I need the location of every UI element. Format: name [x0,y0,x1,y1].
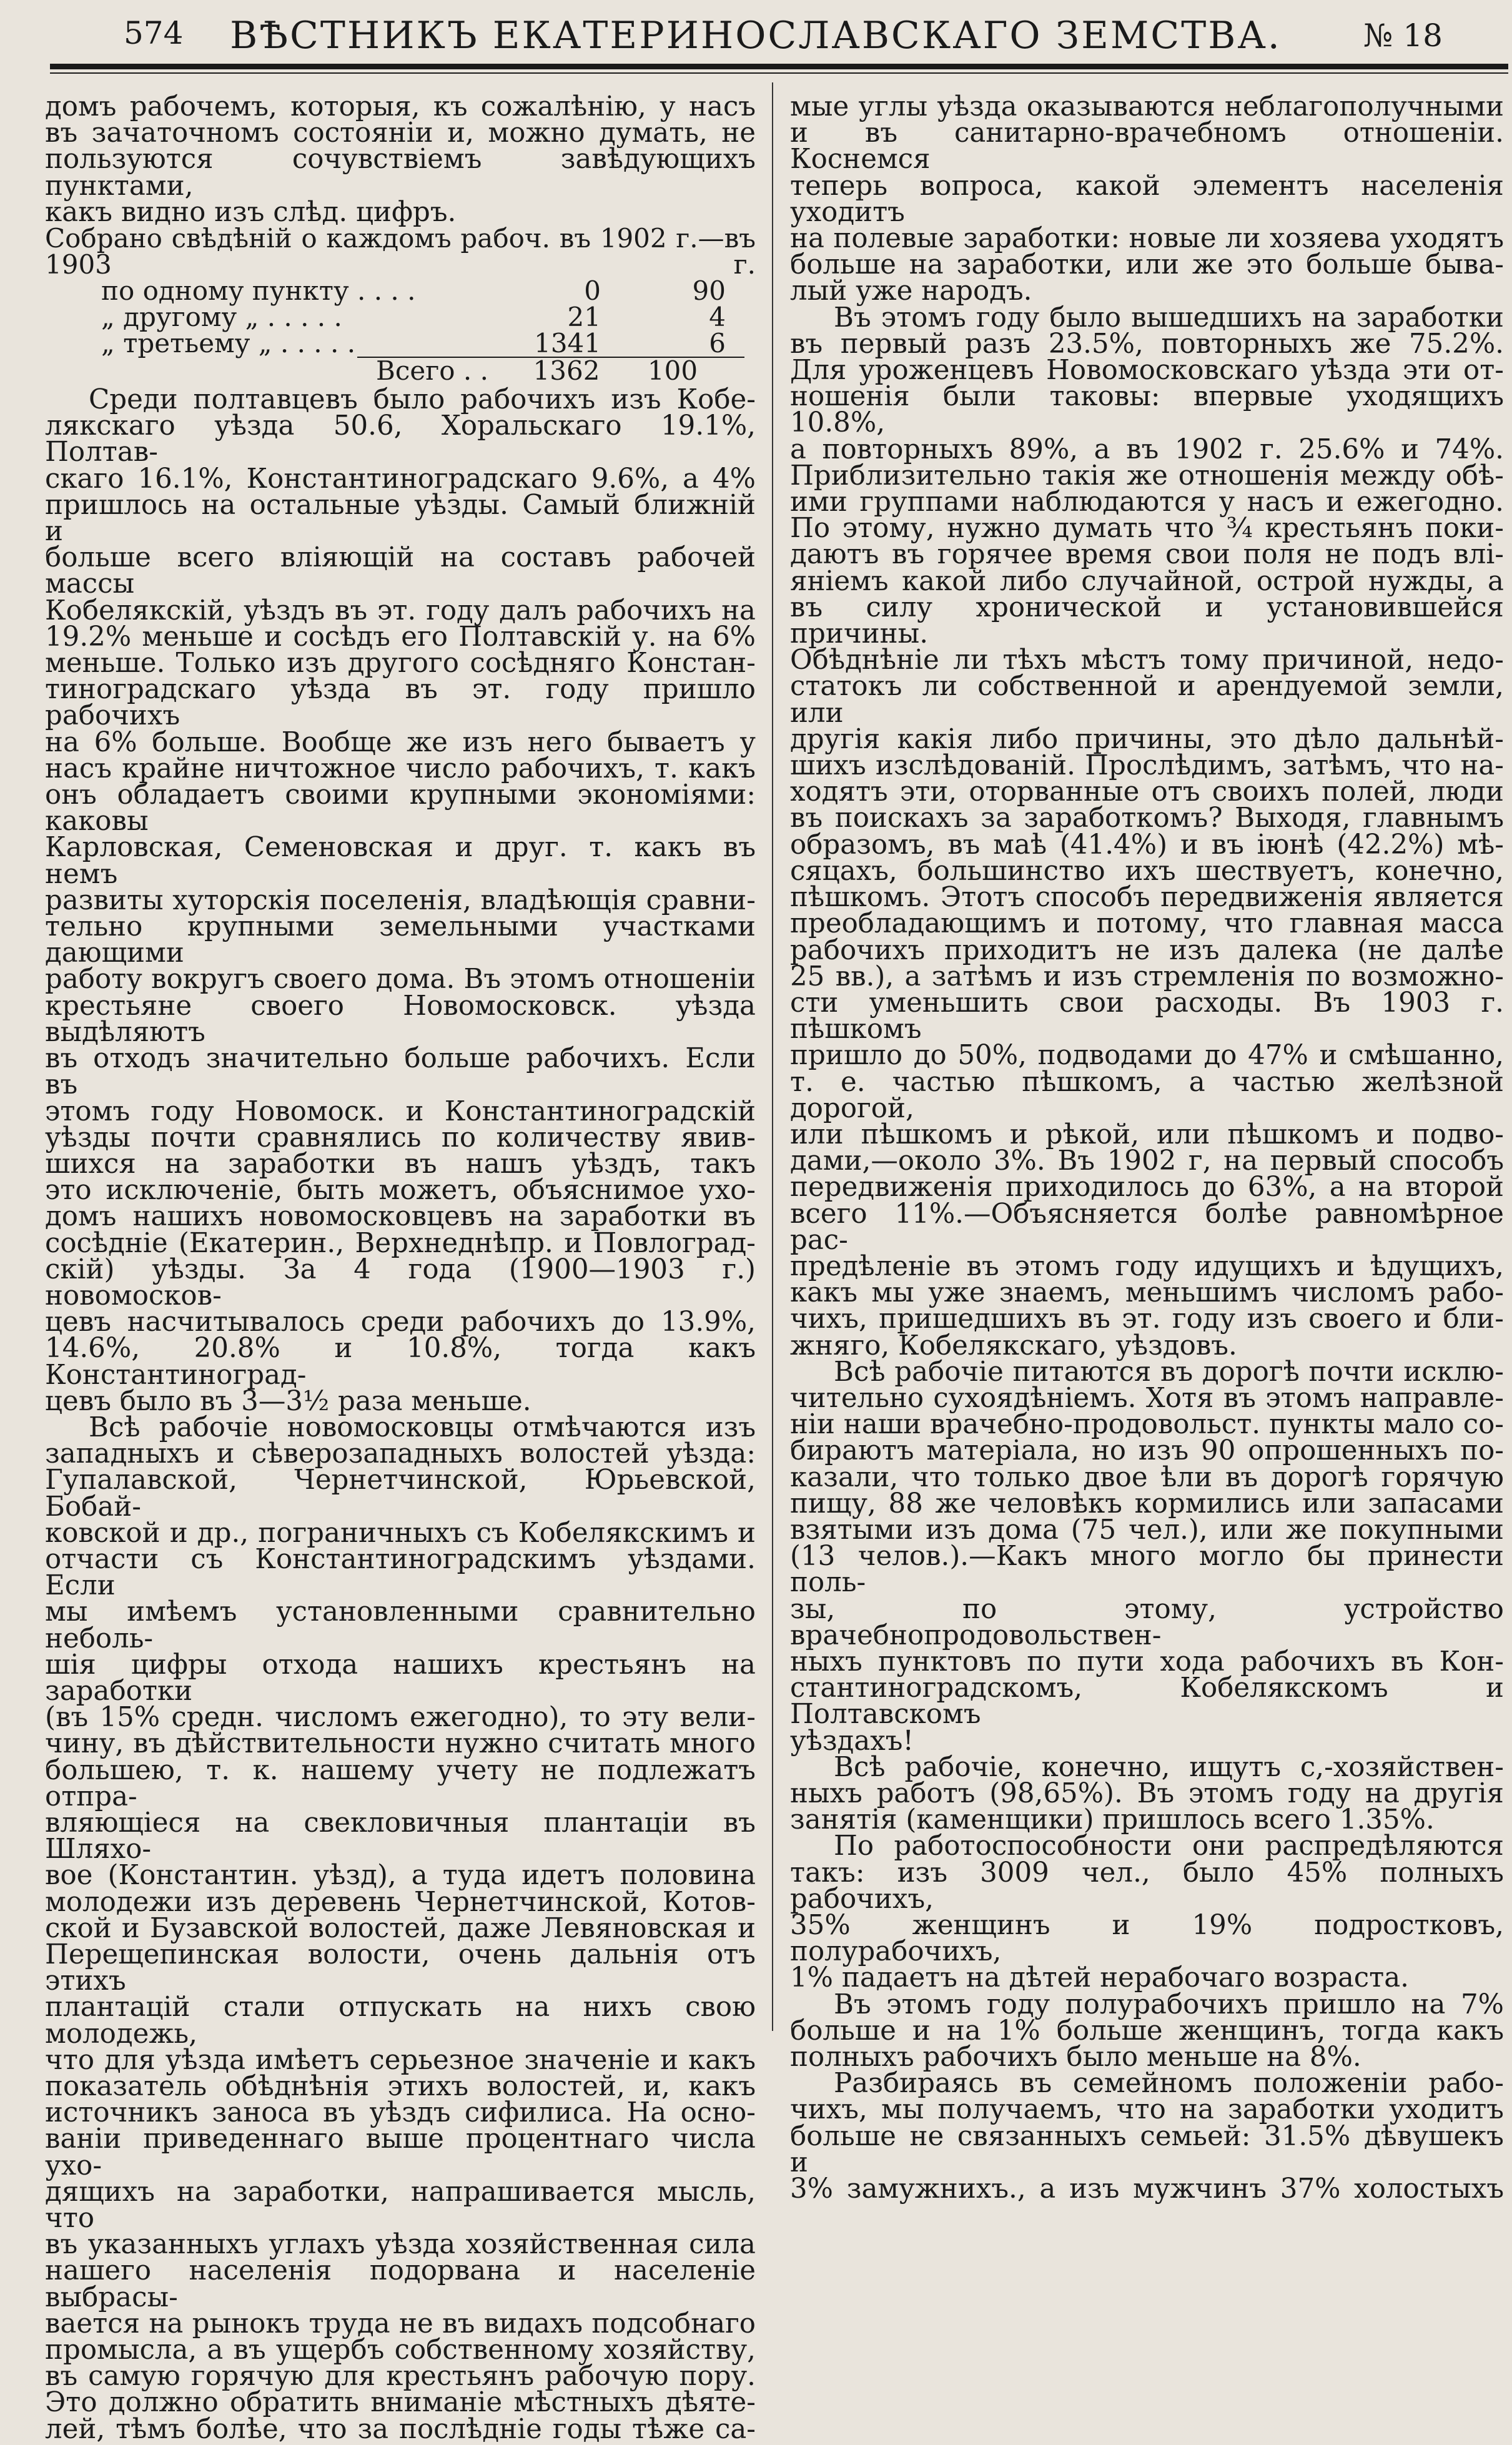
text-line: Всѣ рабочіе, конечно, ищутъ с,-хозяйствен- [834,1751,1504,1783]
stats-table-header: Собрано свѣдѣній о каждомъ рабоч. въ 1902 г.—въ 1903 г. [45,223,756,280]
text-line: рабочихъ приходитъ не изъ далека (не далѣе [790,934,1504,966]
text-line: сти уменьшить свои расходы. Въ 1903 г. пѣшкомъ [790,987,1504,1045]
stats-row-label: „ третьему „ . . . . . [101,328,356,359]
page-number: 574 [124,15,184,51]
text-line: отчасти съ Константиноградскимъ уѣздами. Если [45,1543,756,1602]
text-line: другія какія либо причины, это дѣло дальнѣй- [790,723,1504,755]
text-line: полныхъ рабочихъ было меньше на 8%. [790,2042,1361,2073]
text-line: Разбираясь въ семейномъ положеніи рабо- [834,2068,1504,2100]
text-line: Перещепинская волости, очень дальнія отъ этихъ [45,1939,756,1997]
text-line: Карловская, Семеновская и друг. т. какъ въ немъ [45,832,756,890]
text-line: бираютъ матеріала, но изъ 90 опрошенныхъ по- [790,1435,1504,1467]
page-header [50,14,1461,69]
text-line: ими группами наблюдаются у насъ и ежегодно. [790,487,1504,518]
text-line: шихся на заработки въ нашъ уѣздъ, такъ [45,1148,756,1180]
text-line: предѣленіе въ этомъ году идущихъ и ѣдущихъ, [790,1250,1504,1282]
text-line: По этому, нужно думать что ¾ крестьянъ поки- [790,513,1504,545]
text-line: 14.6%, 20.8% и 10.8%, тогда какъ Константиноград- [45,1333,756,1391]
header-rule-thin [50,72,1508,74]
text-line: шія цифры отхода нашихъ крестьянъ на заработки [45,1649,756,1707]
text-line: лей, тѣмъ болѣе, что за послѣдніе годы тѣже са- [45,2413,756,2445]
text-line: въ поискахъ за заработкомъ? Выходя, главнымъ [790,803,1504,834]
right-paragraph-7 [790,2068,1504,2205]
text-line: дами,—около 3%. Въ 1902 г, на первый способъ [790,1145,1504,1177]
text-line: статокъ ли собственной и арендуемой земли, или [790,671,1504,729]
text-line: вляющіеся на свекловичныя плантаціи въ Шляхо- [45,1807,756,1865]
text-line: пришлось на остальные уѣзды. Самый ближній и [45,489,756,548]
stats-row [45,330,756,357]
text-line: въ отходъ значительно больше рабочихъ. Если въ [45,1043,756,1101]
right-column [790,91,1504,2205]
left-paragraph-2 [45,1411,756,2445]
text-line: большею, т. к. нашему учету не подлежатъ отпра- [45,1754,756,1812]
text-line: ніи наши врачебно-продовольст. пункты мало со- [790,1409,1504,1441]
text-line: ской и Бузавской волостей, даже Левяновская и [45,1912,756,1944]
text-line: Приблизительно такія же отношенія между обѣ- [790,460,1504,491]
text-line: мы имѣемъ установленными сравнительно неболь- [45,1596,756,1654]
text-line: 25 вв.), а затѣмъ и изъ стремленія по возможно- [790,961,1504,992]
text-line: чихъ, пришедшихъ въ эт. году изъ своего и бли- [790,1303,1504,1335]
text-line: преобладающимъ и потому, что главная масса [790,908,1504,940]
text-line: меньше. Только изъ другого сосѣдняго Констан- [45,648,756,679]
text-line: что для уѣзда имѣетъ серьезное значеніе и какъ [45,2044,756,2076]
text-line: Кобелякскій, уѣздъ въ эт. году далъ рабочихъ на [45,595,756,626]
text-line: какъ мы уже знаемъ, меньшимъ числомъ рабо- [790,1277,1504,1309]
text-line: шихъ изслѣдованій. Прослѣдимъ, затѣмъ, что на- [790,750,1504,782]
text-line: лый уже народъ. [790,275,1032,307]
text-line: цевъ было въ 3—3½ раза меньше. [45,1385,531,1417]
text-line: въ силу хронической и установившейся причины. [790,591,1504,650]
text-line: Обѣднѣніе ли тѣхъ мѣстъ тому причиной, недо- [790,645,1504,676]
text-line: больше не связанныхъ семьей: 31.5% дѣвушекъ и [790,2120,1504,2178]
column-divider [772,82,773,2031]
text-line: чительно сухоядѣніемъ. Хотя въ этомъ направле- [790,1382,1504,1414]
stats-value-1902: 1341 [534,328,601,359]
text-line: пользуются сочувствіемъ завѣдующихъ пунктами, [45,144,756,202]
text-line: больше и на 1% больше женщинъ, тогда какъ [790,2015,1504,2047]
stats-value-1903: 4 [709,302,726,333]
text-line: такъ: изъ 3009 чел., было 45% полныхъ рабочихъ, [790,1857,1504,1915]
text-line: скаго 16.1%, Константиноградскаго 9.6%, а 4% [45,463,756,495]
text-line: больше на заработки, или же это больше быва- [790,249,1504,281]
right-paragraph-4 [790,1751,1504,1836]
stats-value-1903: 6 [709,328,726,359]
text-line: или пѣшкомъ и рѣкой, или пѣшкомъ и подво- [790,1119,1504,1150]
text-line: 19.2% меньше и сосѣдъ его Полтавскій у. на 6% [45,621,756,653]
text-line: ковской и др., пограничныхъ съ Кобелякскимъ и [45,1517,756,1549]
text-line: дящихъ на заработки, напрашивается мысль, что [45,2176,756,2235]
right-paragraph-5 [790,1830,1504,1994]
stats-total-label: Всего . . [376,355,488,387]
text-line: уѣзды почти сравнялись по количеству явив- [45,1122,756,1153]
text-line: работу вокругъ своего дома. Въ этомъ отношеніи [45,964,756,995]
text-line: крестьяне своего Новомосковск. уѣзда выдѣляютъ [45,990,756,1048]
text-line: всего 11%.—Объясняется болѣе равномѣрное рас- [790,1198,1504,1256]
stats-total-1903: 100 [647,355,698,387]
text-line: а повторныхъ 89%, а въ 1902 г. 25.6% и 74%. [790,433,1504,465]
text-line: этомъ году Новомоск. и Константиноградскій [45,1095,756,1127]
right-paragraph-3 [790,1356,1504,1757]
stats-value-1902: 21 [567,302,601,333]
text-line: 3% замужнихъ., а изъ мужчинъ 37% холостыхъ [790,2173,1504,2205]
text-line: зы, по этому, устройство врачебнопродовольствен- [790,1593,1504,1651]
text-line: По работоспособности они распредѣляются [834,1830,1504,1862]
stats-value-1902: 0 [584,275,601,307]
text-line: вое (Константин. уѣзд), а туда идетъ половина [45,1860,756,1892]
stats-table [45,225,756,387]
right-paragraph-1 [790,91,1504,307]
text-line: насъ крайне ничтожное число рабочихъ, т. какъ [45,753,756,784]
stats-value-1903: 90 [692,275,726,307]
text-line: 35% женщинъ и 19% подростковъ, полурабочихъ, [790,1910,1504,1968]
text-line: Всѣ рабочіе новомосковцы отмѣчаются изъ [89,1411,756,1443]
text-line: Въ этомъ году полурабочихъ пришло на 7% [834,1988,1504,2020]
text-line: сяцахъ, большинство ихъ шествуетъ, конечно, [790,855,1504,887]
text-line: въ самую горячую для крестьянъ рабочую пору. [45,2361,756,2393]
text-line: (13 челов.).—Какъ много могло бы принести поль- [790,1541,1504,1599]
text-line: вается на рынокъ труда не въ видахъ подсобнаго [45,2308,756,2339]
left-column [45,91,756,2445]
text-line: развиты хуторскія поселенія, владѣющія сравни- [45,884,756,916]
text-line: уѣздахъ! [790,1725,914,1757]
stats-total-row [357,357,744,387]
text-line: чину, въ дѣйствительности нужно считать много [45,1728,756,1760]
text-line: ныхъ пунктовъ по пути хода рабочихъ въ Кон- [790,1646,1504,1677]
text-line: это исключеніе, быть можетъ, объяснимое ухо- [45,1175,756,1207]
stats-row [45,302,756,333]
text-line: жняго, Кобелякскаго, уѣздовъ. [790,1330,1237,1361]
text-line: т. е. частью пѣшкомъ, а частью желѣзной дорогой, [790,1066,1504,1124]
text-line: яніемъ какой либо случайной, острой нужды, а [790,565,1504,597]
text-line: въ указанныхъ углахъ уѣзда хозяйственная сила [45,2229,756,2261]
text-line: 1% падаетъ на дѣтей нерабочаго возраста. [790,1962,1409,1994]
text-line: теперь вопроса, какой элементъ населенія уходитъ [790,170,1504,228]
stats-total-1902: 1362 [533,355,600,387]
text-line: казали, что только двое ѣли въ дорогѣ горячую [790,1461,1504,1493]
stats-row-label: „ другому „ . . . . . [101,302,342,333]
text-line: пищу, 88 же человѣкъ кормились или запасами [790,1488,1504,1519]
text-line: Въ этомъ году было вышедшихъ на заработки [834,302,1504,333]
left-paragraph-intro [45,91,756,228]
text-line: западныхъ и сѣверозападныхъ волостей уѣзда: [45,1438,756,1470]
text-line: Это должно обратить вниманіе мѣстныхъ дѣяте- [45,2387,756,2419]
text-line: промысла, а въ ущербъ собственному хозяйству, [45,2334,756,2366]
text-line: плантацій стали отпускать на нихъ свою молодежь, [45,1992,756,2050]
text-line: больше всего вліяющій на составъ рабочей массы [45,542,756,600]
text-line: какъ видно изъ слѣд. цифръ. [45,196,457,228]
text-line: показатель обѣднѣнія этихъ волостей, и, какъ [45,2071,756,2103]
text-line: источникъ заноса въ уѣздъ сифилиса. На осно- [45,2097,756,2129]
text-line: на полевые заработки: новые ли хозяева уходятъ [790,223,1504,255]
text-line: и въ санитарно-врачебномъ отношеніи. Коснемся [790,117,1504,175]
left-paragraph-1 [45,384,756,1417]
text-line: взятыми изъ дома (75 чел.), или же покупными [790,1514,1504,1546]
text-line: передвиженія приходилось до 63%, а на второй [790,1172,1504,1203]
text-line: (въ 15% средн. числомъ ежегодно), то эту вели- [45,1702,756,1734]
text-line: молодежи изъ деревень Чернетчинской, Котов- [45,1886,756,1918]
text-line: мые углы уѣзда оказываются неблагополучными [790,91,1504,122]
text-line: стантиноградскомъ, Кобелякскомъ и Полтавскомъ [790,1672,1504,1731]
stats-row [45,275,756,307]
text-line: лякскаго уѣзда 50.6, Хоральскаго 19.1%, Полтав- [45,410,756,468]
text-line: Гупалавской, Чернетчинской, Юрьевской, Бобай- [45,1465,756,1523]
header-rule-thick [50,64,1508,69]
right-paragraph-6 [790,1988,1504,2073]
text-line: ваніи приведеннаго выше процентнаго числа ухо- [45,2123,756,2181]
text-line: нашего населенія подорвана и населеніе выбрасы- [45,2255,756,2313]
text-line: домъ рабочемъ, которыя, къ сожалѣнію, у насъ [45,91,756,122]
text-line: пришло до 50%, подводами до 47% и смѣшанно, [790,1040,1504,1072]
text-line: сосѣдніе (Екатерин., Верхнеднѣпр. и Повлоград- [45,1227,756,1259]
text-line: даютъ въ горячее время свои поля не подъ влі- [790,539,1504,571]
right-paragraph-2 [790,302,1504,1361]
text-line: скій) уѣзды. За 4 года (1900—1903 г.) новомосков- [45,1253,756,1311]
text-line: тиноградскаго уѣзда въ эт. году пришло рабочихъ [45,674,756,732]
stats-row-label: по одному пункту . . . . [101,275,416,307]
text-line: Для уроженцевъ Новомосковскаго уѣзда эти от- [790,355,1504,387]
text-line: цевъ насчитывалось среди рабочихъ до 13.9%, [45,1306,756,1338]
text-line: онъ обладаетъ своими крупными экономіями: каковы [45,779,756,837]
text-line: образомъ, въ маѣ (41.4%) и въ іюнѣ (42.2%) мѣ- [790,829,1504,861]
journal-title: ВѢСТНИКЪ ЕКАТЕРИНОСЛАВСКАГО ЗЕМСТВА. [230,14,1282,57]
text-line: тельно крупными земельными участками дающими [45,911,756,969]
text-line: ныхъ работъ (98,65%). Въ этомъ году на другія [790,1778,1504,1809]
issue-number: № 18 [1363,17,1443,54]
text-line: въ зачаточномъ состояніи и, можно думать, не [45,117,756,149]
text-line: ходятъ эти, оторванные отъ своихъ полей, люди [790,776,1504,808]
text-line: чихъ, мы получаемъ, что на заработки уходитъ [790,2094,1504,2126]
text-line: на 6% больше. Вообще же изъ него бываетъ у [45,726,756,758]
text-line: Среди полтавцевъ было рабочихъ изъ Кобе- [89,384,756,416]
text-line: въ первый разъ 23.5%, повторныхъ же 75.2%. [790,328,1504,360]
text-line: пѣшкомъ. Этотъ способъ передвиженія является [790,882,1504,914]
text-line: занятія (каменщики) пришлось всего 1.35%. [790,1804,1435,1836]
text-line: ношенія были таковы: впервые уходящихъ 10.8%, [790,381,1504,439]
text-line: домъ нашихъ новомосковцевъ на заработки въ [45,1201,756,1233]
text-line: Всѣ рабочіе питаются въ дорогѣ почти исклю- [834,1356,1504,1388]
